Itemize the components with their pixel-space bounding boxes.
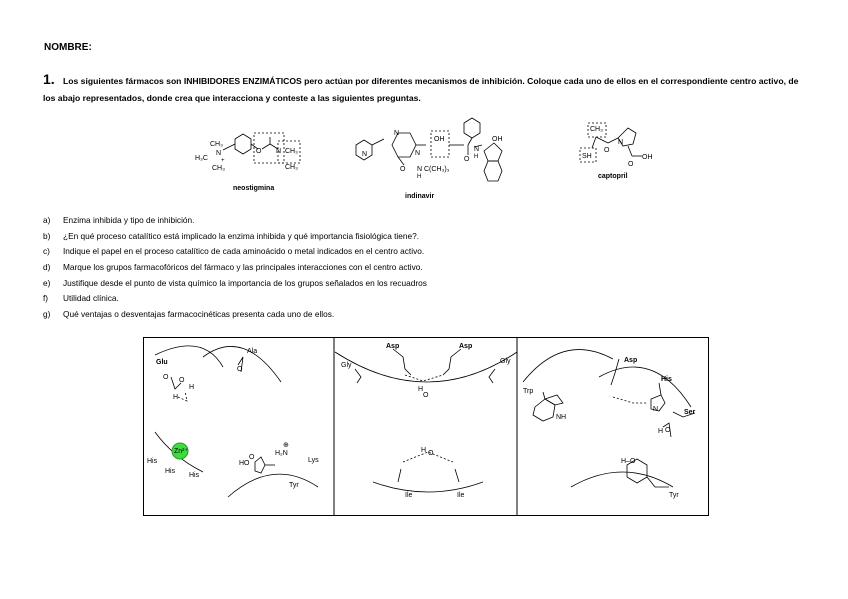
p3-h: H [658, 428, 664, 435]
neo-n2: N [276, 148, 282, 155]
sub-question [43, 290, 743, 306]
p1-h2n: H₂N [275, 450, 288, 457]
p1-o2: O [179, 377, 185, 384]
neo-me1: CH₃ [210, 141, 223, 148]
ind-n2: N [394, 130, 400, 137]
p2-ile2: Ile [457, 492, 465, 499]
sub-question [43, 212, 743, 228]
p3-o: O [665, 427, 671, 434]
question-number: 1. [43, 71, 55, 87]
p1-plus: ⊕ [283, 442, 289, 449]
p2-h: H [418, 386, 424, 393]
ind-o2: O [400, 166, 406, 173]
ind-n1: N [362, 151, 368, 158]
sub-question-letter: b) [43, 230, 51, 241]
p1-lys: Lys [308, 457, 319, 464]
sub-question-letter: e) [43, 277, 51, 288]
p2-gly2: Gly [500, 358, 511, 365]
p3-trp: Trp [523, 388, 534, 395]
sub-question-text: Marque los grupos farmacofóricos del fármaco y las principales interacciones con el centro activo. [63, 261, 423, 272]
indinavir-name: indinavir [405, 193, 435, 200]
p1-o4: O [249, 454, 255, 461]
p2-o2: O [428, 450, 434, 457]
ind-nh1: N [474, 146, 480, 153]
ind-tbu: C(CH₃)₃ [424, 166, 450, 173]
p3-his: His [661, 376, 672, 383]
p3-ho: H–O [621, 458, 636, 465]
p3-n: N [653, 406, 659, 413]
sub-question [43, 228, 743, 244]
cap-oh: OH [642, 154, 653, 161]
neo-h3c: H₃C [195, 155, 208, 162]
p1-o3: O [237, 366, 243, 373]
sub-question-letter: f) [43, 293, 49, 304]
p1-ho: HO [239, 460, 250, 467]
sub-question-text: ¿En qué proceso catalítico está implicado la enzima inhibida y qué importancia fisiológica tiene?. [63, 230, 420, 241]
ind-h1: H [474, 154, 479, 160]
p1-his1: His [147, 458, 158, 465]
p1-tyr: Tyr [289, 482, 299, 489]
neostigmina-structure [190, 125, 310, 183]
name-label: NOMBRE: [44, 42, 92, 53]
p2-gly1: Gly [341, 362, 352, 369]
sub-question-text: Enzima inhibida y tipo de inhibición. [63, 214, 195, 225]
indinavir-structure [352, 113, 520, 193]
p1-zn: Zn²⁺ [174, 448, 189, 455]
ind-o1: O [464, 156, 470, 163]
ind-h2: H [417, 174, 422, 180]
cap-ch3: CH₃ [590, 126, 603, 133]
sub-question-letter: c) [43, 246, 50, 257]
neo-ch3: CH₃ [212, 165, 225, 172]
sub-question-letter: g) [43, 308, 51, 319]
sub-question-letter: a) [43, 214, 51, 225]
neo-plus: + [221, 158, 225, 164]
p3-asp: Asp [624, 357, 638, 364]
sub-question [43, 259, 743, 275]
active-site-frame [144, 338, 709, 516]
p1-ala: Ala [247, 348, 258, 355]
p3-nh: NH [556, 414, 567, 421]
p2-ile1: Ile [405, 492, 413, 499]
p2-o: O [423, 392, 429, 399]
neo-ch3a: CH₃ [285, 148, 298, 155]
sub-question [43, 275, 743, 291]
captopril-structure [578, 118, 658, 173]
ind-n3: N [415, 150, 421, 157]
cap-o: O [604, 147, 610, 154]
cap-sh: SH [582, 153, 592, 160]
sub-question-letter: d) [43, 261, 51, 272]
sub-question [43, 243, 743, 259]
p2-asp1: Asp [386, 343, 400, 350]
p2-asp2: Asp [459, 343, 473, 350]
p1-h1: H [189, 384, 195, 391]
p1-h2: H [173, 394, 179, 401]
ind-nh2: N [417, 166, 423, 173]
p1-his2: His [165, 468, 176, 475]
sub-question-text: Utilidad clínica. [63, 293, 119, 304]
sub-question [43, 306, 743, 322]
p2-ho: H [421, 447, 427, 454]
cap-o2: O [628, 161, 634, 168]
question-text: Los siguientes fármacos son INHIBIDORES ENZIMÁTICOS pero actúan por diferentes mecanismos de inhibición. Coloque cada uno de ellos en el correspondiente centro activo, de los abajo representados, donde crea que interacciona y conteste a las siguientes preguntas. [43, 76, 799, 103]
p1-his3: His [189, 472, 200, 479]
sub-question-text: Indique el papel en el proceso catalítico de cada aminoácido o metal indicados en el centro activo. [63, 246, 425, 257]
captopril-name: captopril [598, 173, 628, 180]
sub-question-text: Qué ventajas o desventajas farmacocinéticas presenta cada uno de ellos. [63, 308, 335, 319]
neo-n: N [216, 150, 222, 157]
p3-ser: Ser [684, 409, 696, 416]
p1-o1: O [163, 374, 169, 381]
cap-n: N [618, 139, 624, 146]
p1-glu: Glu [156, 359, 168, 366]
neo-o: O [256, 148, 262, 155]
ind-oh2: OH [492, 136, 503, 143]
sub-question-list [43, 212, 743, 322]
active-site-panel-2 [335, 349, 517, 492]
active-site-panels [143, 337, 709, 517]
active-site-panel-3 [523, 350, 695, 487]
p3-tyr: Tyr [669, 492, 679, 499]
ind-oh1: OH [434, 136, 445, 143]
neostigmina-name: neostigmina [233, 185, 275, 192]
neo-ch3b: CH₃ [285, 164, 298, 171]
sub-question-text: Justifique desde el punto de vista químico la importancia de los grupos señalados en los recuadros [63, 277, 427, 288]
